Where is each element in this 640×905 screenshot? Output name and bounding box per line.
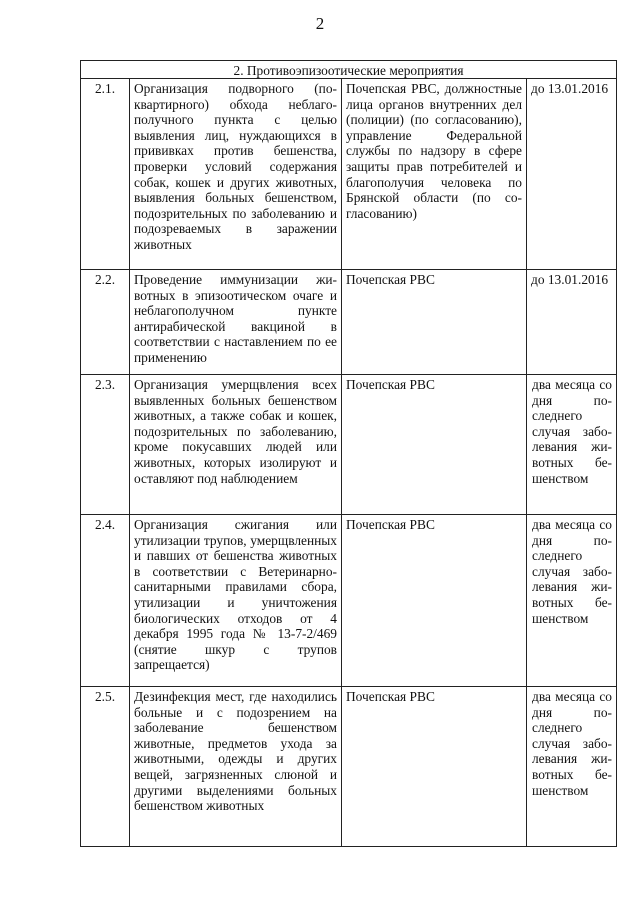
row-number: 2.4.	[81, 515, 130, 687]
table-row	[81, 375, 617, 515]
responsible-cell: Почепская РВС	[342, 687, 527, 847]
action-cell: Дезинфекция мест, где находились больные и с подозрением на заболевание бешенством животные, предметов ухода за животными, одежды и других вещей, загрязненных слюной и другими выделениями больных бешенством животных	[130, 687, 342, 847]
row-number: 2.1.	[81, 79, 130, 270]
term-cell: до 13.01.2016	[527, 270, 617, 375]
action-cell: Организация сжигания или утилизации трупов, умерщвленных и павших от бешенства животных в соответствии с Ветеринарно-санитарными правилами сбора, утилизации и уничтожения биологических отходов от 4 декабря 1995 года № 13-7-2/469 (снятие шкур с трупов запрещается)	[130, 515, 342, 687]
row-number: 2.5.	[81, 687, 130, 847]
responsible-cell: Почепская РВС	[342, 270, 527, 375]
action-cell: Организация подворного (поквартирного) обхода неблагополучного пункта с целью выявления лиц, нуждающихся в прививках против бешенства, проверки условий содержания собак, кошек и других животных, выявления больных бешенством, подозрительных по заболеванию и подозреваемых в заражении животных	[130, 79, 342, 270]
term-cell: два месяца со дня последнего случая заболевания животных бешенством	[527, 515, 617, 687]
table-row	[81, 515, 617, 687]
row-number: 2.2.	[81, 270, 130, 375]
row-number: 2.3.	[81, 375, 130, 515]
responsible-cell: Почепская РВС	[342, 515, 527, 687]
table-row	[81, 687, 617, 847]
measures-table	[80, 60, 617, 847]
term-cell: до 13.01.2016	[527, 79, 617, 270]
action-cell: Организация умерщвления всех выявленных больных бешенством животных, а также собак и кошек, подозрительных по заболеванию, кроме покусавших людей или животных, которых изолируют и оставляют под наблюдением	[130, 375, 342, 515]
section-title: 2. Противоэпизоотические мероприятия	[81, 61, 617, 79]
responsible-cell: Почепская РВС, должностные лица органов внутренних дел (полиции) (по согласованию), управление Федеральной службы по надзору в сфере защиты прав потребителей и благополучия человека по Брянской области (по согласованию)	[342, 79, 527, 270]
section-header-row	[81, 61, 617, 79]
table-row	[81, 79, 617, 270]
responsible-cell: Почепская РВС	[342, 375, 527, 515]
term-cell: два месяца со дня последнего случая заболевания животных бешенством	[527, 375, 617, 515]
page-number: 2	[315, 14, 325, 33]
action-cell: Проведение иммунизации животных в эпизоотическом очаге и неблагополучном пункте антирабической вакциной в соответствии с наставлением по ее применению	[130, 270, 342, 375]
table-row	[81, 270, 617, 375]
term-cell: два месяца со дня последнего случая заболевания животных бешенством	[527, 687, 617, 847]
